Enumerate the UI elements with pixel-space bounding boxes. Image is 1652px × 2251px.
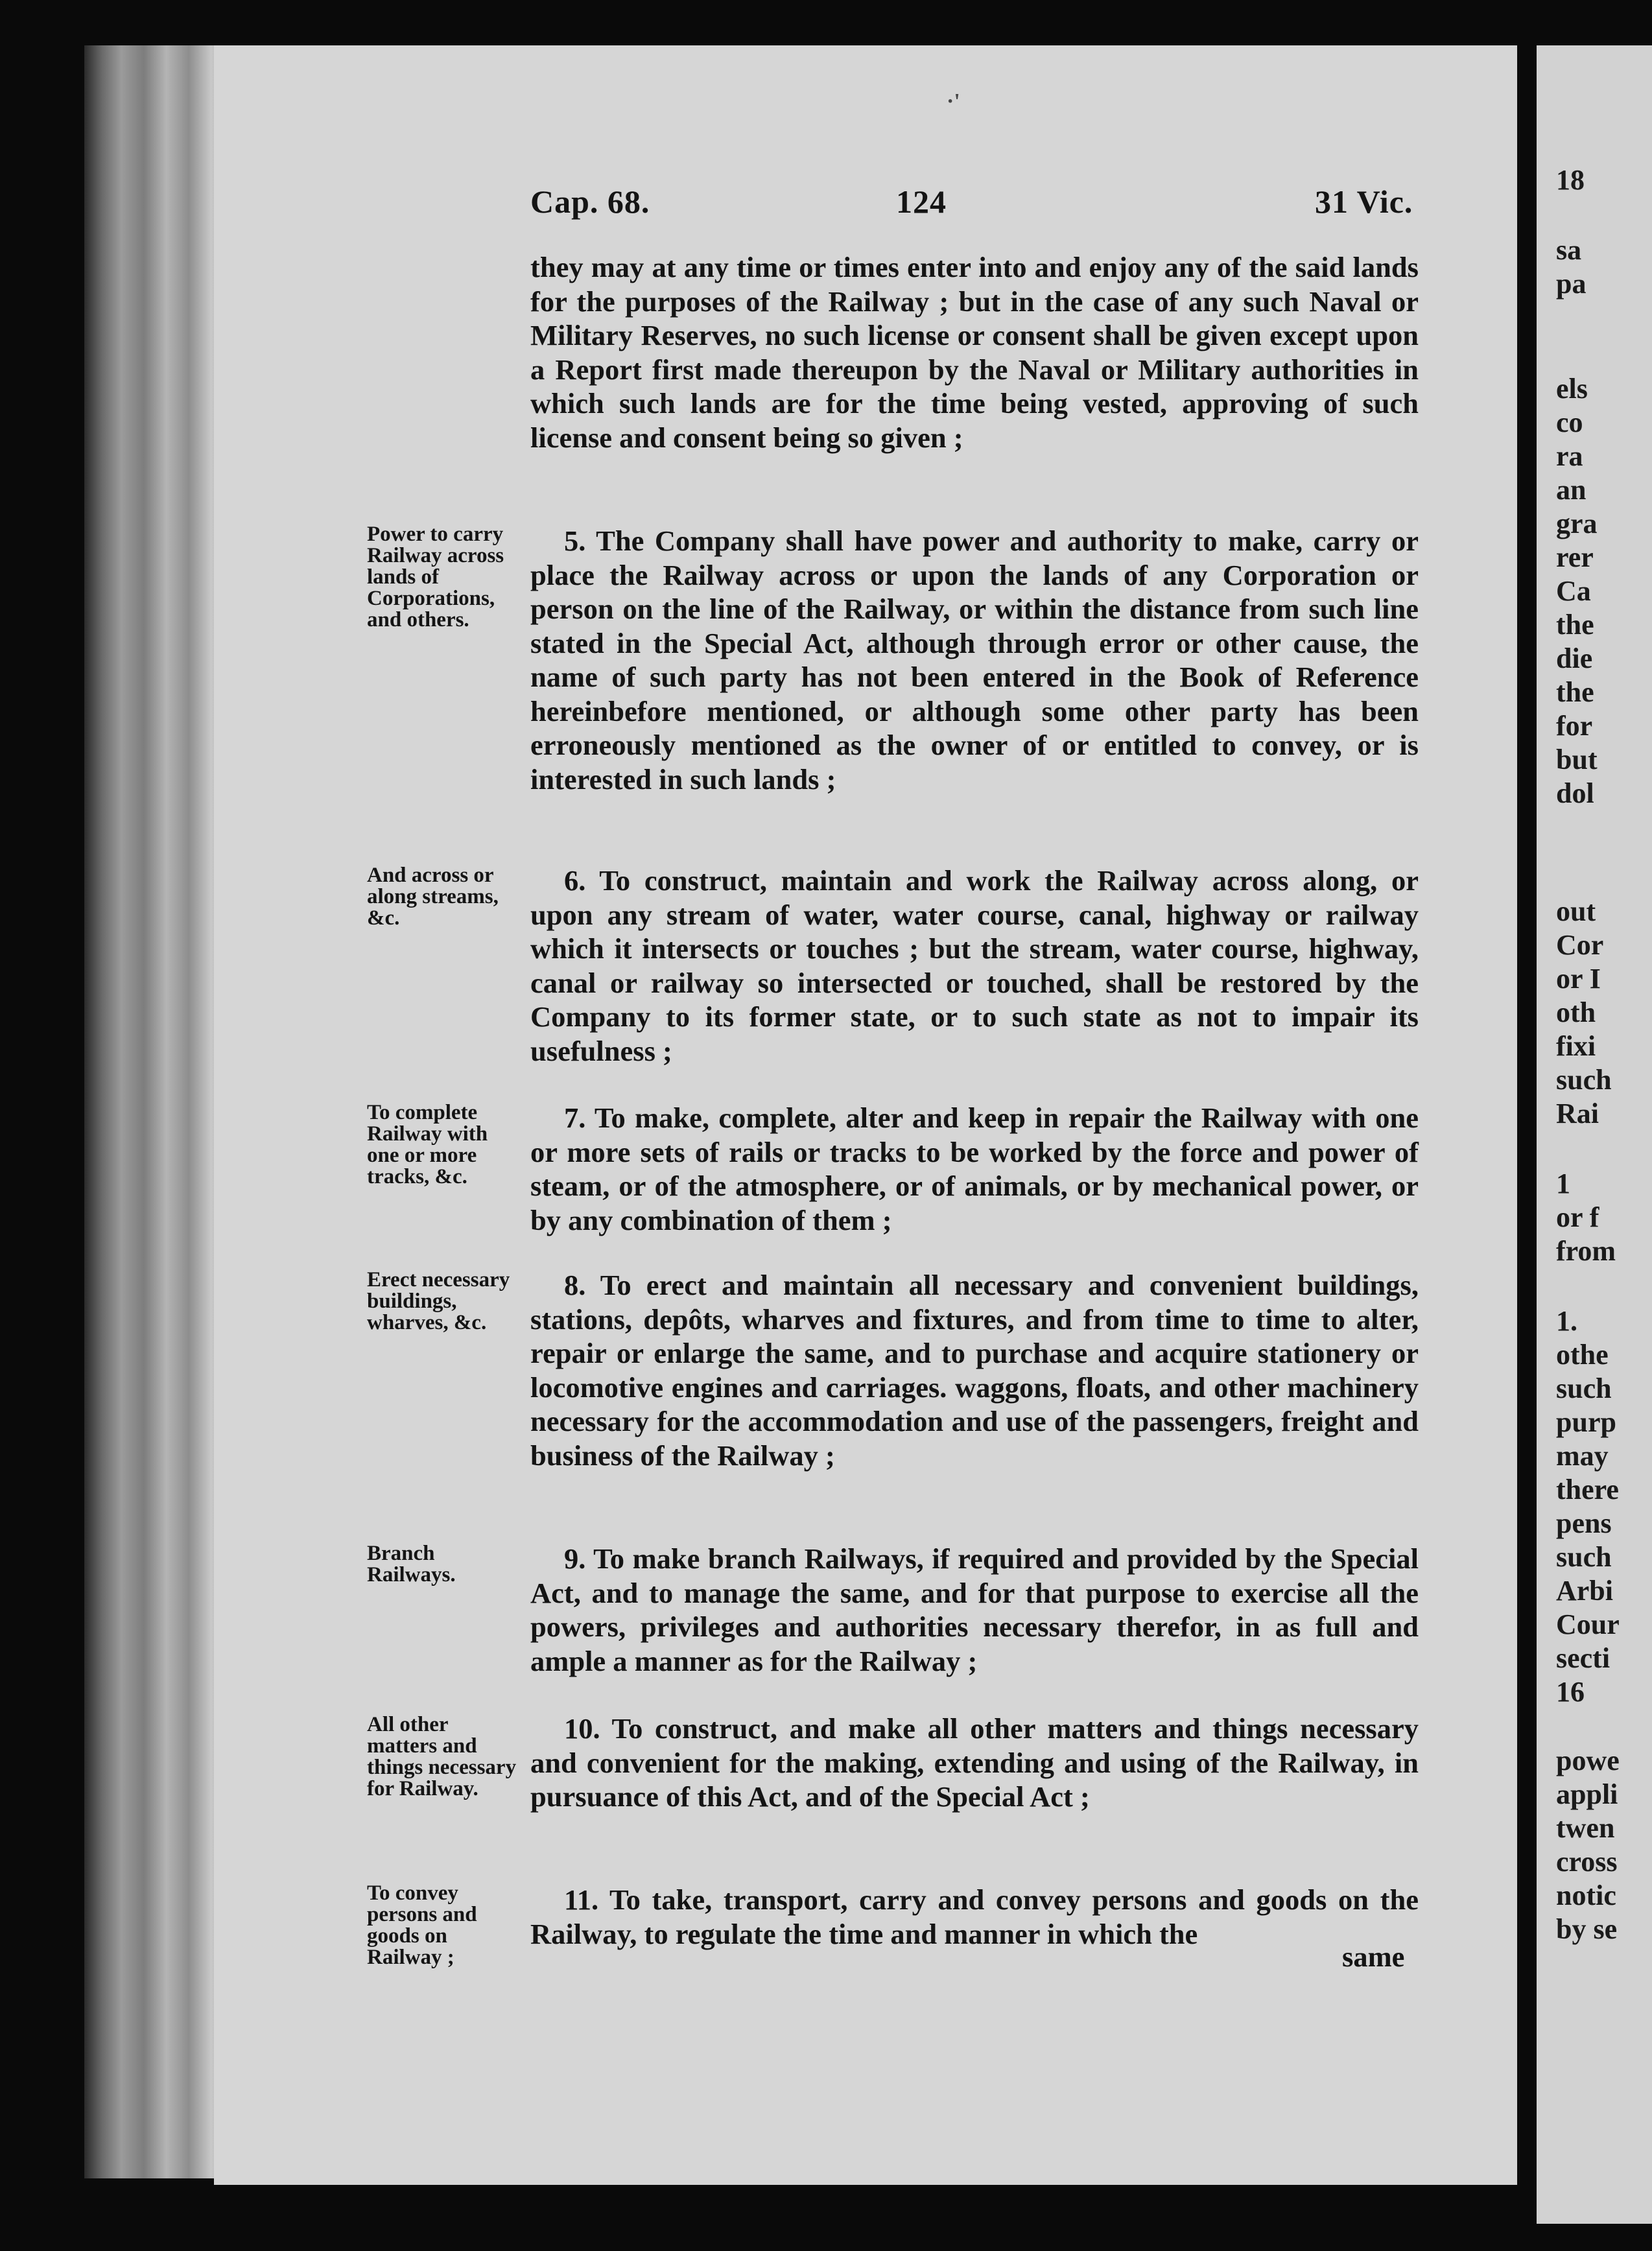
facing-page-text: there	[1556, 1474, 1619, 1505]
page-number: 124	[896, 183, 947, 220]
facing-page-text: such	[1556, 1373, 1612, 1404]
margin-note-6: And across or along streams, &c.	[367, 864, 499, 930]
paragraph-text: 9. To make branch Railways, if required and provided by the Special Act, and to manage the same, and for that purpose to exercise all the powers, privileges and authorities necessary therefor, in as full and ample a manner as for the Railway ;	[530, 1542, 1419, 1677]
paragraph-text: 8. To erect and maintain all necessary and convenient buildings, stations, depôts, wharves and fixtures, and from time to time to alter, repair or enlarge the same, and to purchase and acquire stationery or locomotive engines and carriages. waggons, floats, and other machinery necessary for the accommodation and use of the passengers, freight and business of the Railway ;	[530, 1269, 1419, 1472]
facing-page-text: 1	[1556, 1168, 1570, 1199]
facing-page-text: pens	[1556, 1507, 1612, 1539]
facing-page-text: but	[1556, 744, 1598, 775]
facing-page-text: co	[1556, 407, 1583, 438]
facing-page-text: appli	[1556, 1778, 1618, 1810]
facing-page-text: Cour	[1556, 1609, 1620, 1640]
facing-page-text: purp	[1556, 1406, 1616, 1438]
facing-page-text: or I	[1556, 963, 1601, 995]
paragraph-9	[530, 1542, 1419, 1678]
facing-page-text: sa	[1556, 234, 1582, 266]
facing-page-text: cross	[1556, 1846, 1618, 1878]
facing-page-text: notic	[1556, 1880, 1616, 1911]
facing-page-text: by se	[1556, 1913, 1618, 1945]
facing-page-text: dol	[1556, 777, 1594, 809]
facing-page-text: Cor	[1556, 929, 1604, 961]
margin-note-7: To complete Railway with one or more tracks, &c.	[367, 1101, 488, 1188]
facing-page-text: such	[1556, 1064, 1612, 1096]
facing-page-edge	[1537, 45, 1652, 2224]
paragraph-4-continued	[530, 250, 1419, 454]
facing-page-text: pa	[1556, 268, 1587, 300]
facing-page-text: powe	[1556, 1745, 1620, 1776]
facing-page-text: Ca	[1556, 575, 1591, 607]
catchword: same	[1342, 1940, 1405, 1973]
margin-note-5: Power to carry Railway across lands of Corporations, and others.	[367, 523, 504, 631]
book-spine-edge	[84, 45, 233, 2178]
facing-page-text: othe	[1556, 1339, 1609, 1371]
margin-note-8: Erect necessary buildings, wharves, &c.	[367, 1268, 510, 1334]
running-head-chapter: Cap. 68.	[530, 183, 650, 220]
facing-page-text: such	[1556, 1541, 1612, 1573]
paragraph-8	[530, 1268, 1419, 1472]
paragraph-text: they may at any time or times enter into and enjoy any of the said lands for the purposes of the Railway ; but in the case of any such Naval or Military Reserves, no such license or consent shall be given except upon a Report first made thereupon by the Naval or Military authorities in which such lands are for the time being vested, approving of such license and consent being so given ;	[530, 251, 1419, 454]
paragraph-7	[530, 1101, 1419, 1237]
paragraph-10	[530, 1712, 1419, 1814]
paragraph-11	[530, 1883, 1419, 1951]
paragraph-text: 5. The Company shall have power and authority to make, carry or place the Railway across or upon the lands of any Corporation or person on the line of the Railway, or within the distance from such line stated in the Special Act, although through error or other cause, the name of such party has not been entered in the Book of Reference hereinbefore mentioned, or although some other party has been erroneously mentioned as the owner of or entitled to convey, or is interested in such lands ;	[530, 524, 1419, 796]
running-head-year: 31 Vic.	[1315, 183, 1413, 220]
facing-page-text: ra	[1556, 440, 1583, 472]
margin-note-11: To convey persons and goods on Railway ;	[367, 1881, 477, 1969]
paragraph-text: 6. To construct, maintain and work the Railway across along, or upon any stream of water, water course, canal, highway or railway which it intersects or touches ; but the stream, water course, highway, canal or railway so intersected or touched, shall be restored by the Company to its former state, or to such state as not to impair its usefulness ;	[530, 864, 1419, 1067]
facing-page-text: the	[1556, 609, 1594, 641]
facing-page-text: 1.	[1556, 1305, 1577, 1337]
facing-page-text: twen	[1556, 1812, 1615, 1844]
margin-note-9: Branch Railways.	[367, 1542, 456, 1586]
paragraph-6	[530, 864, 1419, 1068]
paragraph-text: 11. To take, transport, carry and convey persons and goods on the Railway, to regulate the time and manner in which the	[530, 1883, 1419, 1950]
facing-page-text: die	[1556, 642, 1593, 674]
facing-page-text: for	[1556, 710, 1593, 742]
facing-page-text: 16	[1556, 1676, 1585, 1708]
paragraph-text: 7. To make, complete, alter and keep in repair the Railway with one or more sets of rails or tracks to be worked by the force and power of steam, or of the atmosphere, or of animals, or by mechanical power, or by any combination of them ;	[530, 1102, 1419, 1236]
facing-page-text: fixi	[1556, 1030, 1596, 1062]
facing-page-text: Arbi	[1556, 1575, 1613, 1607]
facing-page-text: an	[1556, 474, 1587, 506]
facing-page-text: from	[1556, 1235, 1616, 1267]
facing-page-text: the	[1556, 676, 1594, 708]
paragraph-5	[530, 524, 1419, 796]
facing-page-text: secti	[1556, 1642, 1611, 1674]
paragraph-text: 10. To construct, and make all other matters and things necessary and convenient for the making, extending and using of the Railway, in pursuance of this Act, and of the Special Act ;	[530, 1712, 1419, 1813]
facing-page-text: gra	[1556, 508, 1598, 539]
facing-page-text: out	[1556, 895, 1596, 927]
page-mark: ·'	[947, 89, 960, 113]
facing-page-text: els	[1556, 373, 1588, 405]
facing-page-text: Rai	[1556, 1098, 1599, 1129]
facing-page-text: may	[1556, 1440, 1609, 1472]
margin-note-10: All other matters and things necessary for Railway.	[367, 1713, 517, 1800]
facing-page-text: 18	[1556, 164, 1585, 196]
facing-page-text: or f	[1556, 1201, 1599, 1233]
facing-page-text: oth	[1556, 996, 1596, 1028]
facing-page-text: rer	[1556, 541, 1594, 573]
